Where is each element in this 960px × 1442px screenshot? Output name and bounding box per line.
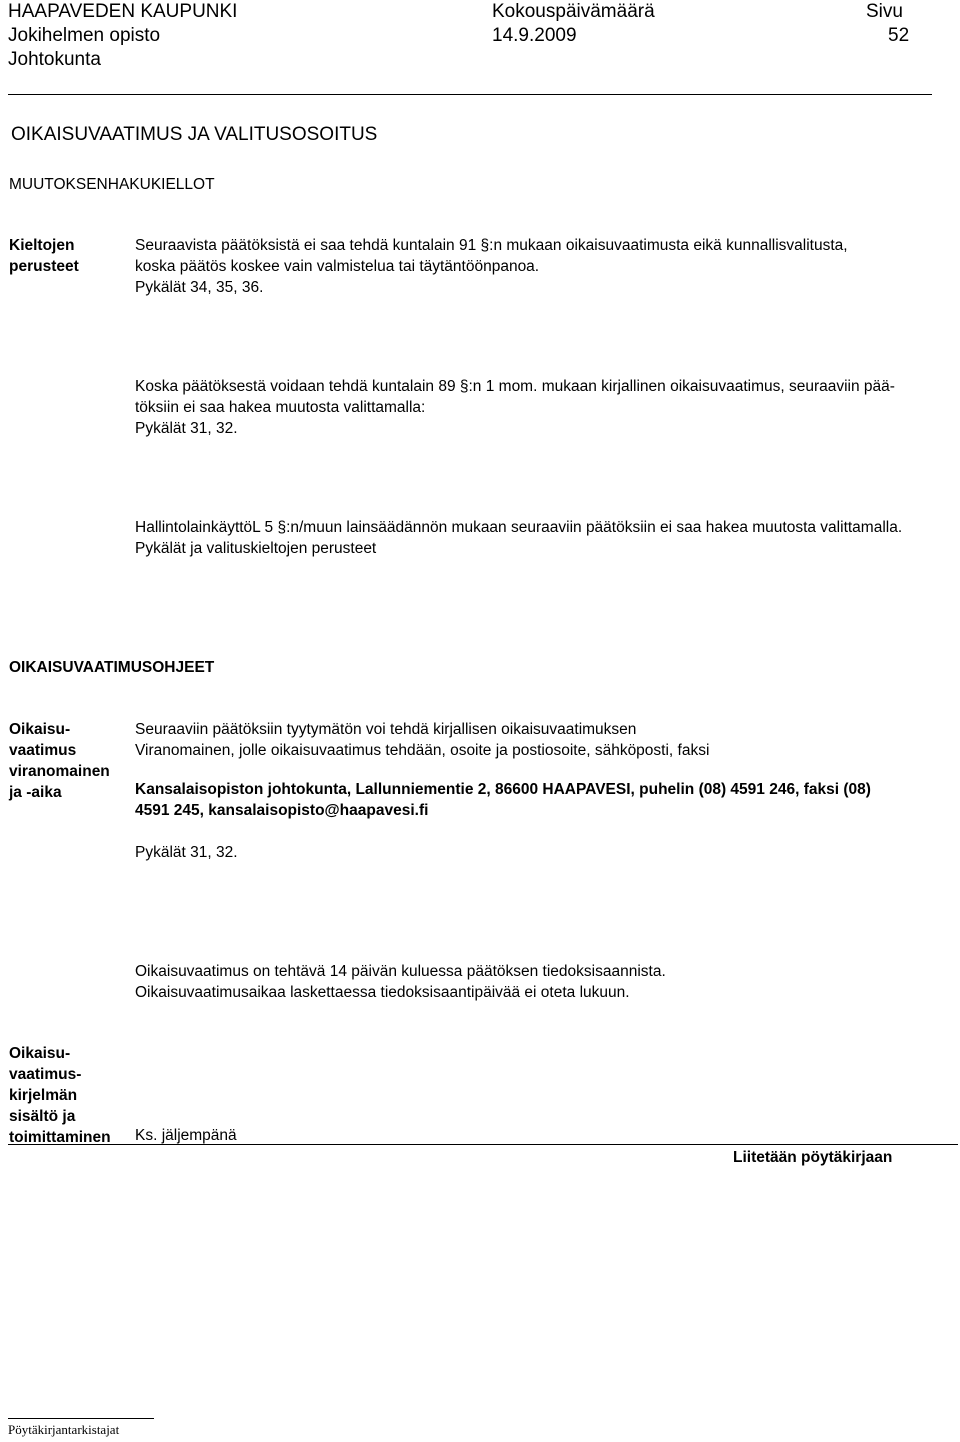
- authority-contact-details: [135, 779, 925, 821]
- header-org: HAAPAVEDEN KAUPUNKI: [8, 1, 238, 22]
- paragraph-rectification-intro: [135, 719, 925, 761]
- paragraph-rectification-decisions: [135, 376, 925, 439]
- side-label-line: kirjelmän: [9, 1087, 78, 1104]
- text-line: Seuraavista päätöksistä ei saa tehdä kuntalain 91 §:n mukaan oikaisuvaatimusta eikä kunnallisvalitusta,: [135, 237, 848, 254]
- section-divider: [8, 1144, 958, 1145]
- side-label-line: viranomainen: [9, 763, 110, 780]
- attachment-note: Liitetään pöytäkirjaan: [733, 1149, 893, 1166]
- text-line: 4591 245, kansalaisopisto@haapavesi.fi: [135, 802, 429, 819]
- side-label-line: sisältö ja: [9, 1108, 76, 1125]
- text-line: Oikaisuvaatimusaikaa laskettaessa tiedoksisaantipäivää ei oteta lukuun.: [135, 984, 630, 1001]
- side-label-line: Kieltojen: [9, 237, 75, 254]
- rectification-sections: [135, 842, 925, 863]
- paragraph-rectification-deadline: [135, 961, 925, 1003]
- side-label-line: perusteet: [9, 258, 79, 275]
- section-heading-prohibitions: MUUTOKSENHAKUKIELLOT: [9, 176, 215, 193]
- text-line: Koska päätöksestä voidaan tehdä kuntalain 89 §:n 1 mom. mukaan kirjallinen oikaisuvaatimus, seuraaviin pää-: [135, 378, 895, 395]
- footer-minutes-checkers: Pöytäkirjantarkistajat: [8, 1422, 120, 1437]
- header-divider: [8, 94, 932, 95]
- side-label-line: Oikaisu-: [9, 721, 71, 738]
- paragraph-appeal-prohibitions: [135, 517, 925, 559]
- text-line: Pykälät 31, 32.: [135, 420, 238, 437]
- header-unit: Jokihelmen opisto: [8, 25, 161, 46]
- text-line: Viranomainen, jolle oikaisuvaatimus tehdään, osoite ja postiosoite, sähköposti, faksi: [135, 742, 710, 759]
- side-label-rectification-authority: [9, 719, 110, 803]
- text-line: Ks. jäljempänä: [135, 1127, 237, 1144]
- side-label-line: ja -aika: [9, 784, 62, 801]
- rectification-content-reference: [135, 1125, 925, 1146]
- section-heading-rectification-instructions: OIKAISUVAATIMUSOHJEET: [9, 659, 215, 676]
- side-label-prohibition-grounds: [9, 235, 79, 277]
- text-line: Kansalaisopiston johtokunta, Lallunniementie 2, 86600 HAAPAVESI, puhelin (08) 4591 246, faksi (08): [135, 781, 871, 798]
- text-line: Pykälät 34, 35, 36.: [135, 279, 264, 296]
- text-line: HallintolainkäyttöL 5 §:n/muun lainsäädännön mukaan seuraaviin päätöksiin ei saa hakea muutosta valittamalla.: [135, 519, 903, 536]
- text-line: Pykälät ja valituskieltojen perusteet: [135, 540, 377, 557]
- header-page-number: 52: [888, 25, 910, 46]
- header-page-label: Sivu: [866, 1, 903, 22]
- page-header: [8, 0, 908, 72]
- paragraph-preparation-decisions: [135, 235, 925, 298]
- header-date: 14.9.2009: [492, 25, 577, 46]
- side-label-line: vaatimus: [9, 742, 77, 759]
- text-line: töksiin ei saa hakea muutosta valittamalla:: [135, 399, 426, 416]
- header-date-label: Kokouspäivämäärä: [492, 1, 655, 22]
- document-title: OIKAISUVAATIMUS JA VALITUSOSOITUS: [11, 124, 378, 145]
- side-label-line: toimittaminen: [9, 1129, 111, 1146]
- side-label-line: Oikaisu-: [9, 1045, 71, 1062]
- header-body: Johtokunta: [8, 49, 101, 70]
- text-line: Oikaisuvaatimus on tehtävä 14 päivän kuluessa päätöksen tiedoksisaannista.: [135, 963, 666, 980]
- side-label-rectification-content: [9, 1043, 111, 1148]
- footer-divider: [8, 1418, 154, 1419]
- text-line: Pykälät 31, 32.: [135, 844, 238, 861]
- text-line: Seuraaviin päätöksiin tyytymätön voi tehdä kirjallisen oikaisuvaatimuksen: [135, 721, 637, 738]
- text-line: koska päätös koskee vain valmistelua tai täytäntöönpanoa.: [135, 258, 540, 275]
- side-label-line: vaatimus-: [9, 1066, 82, 1083]
